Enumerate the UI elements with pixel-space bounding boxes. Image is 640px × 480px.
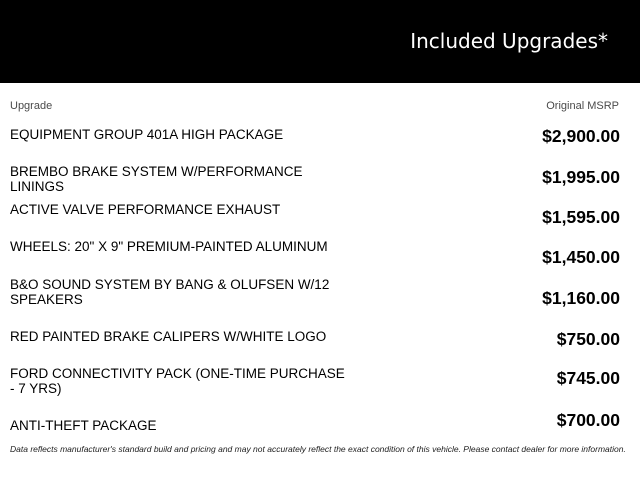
upgrade-price: $1,450.00 xyxy=(542,247,620,267)
upgrade-price: $700.00 xyxy=(556,410,620,430)
page-title: Included Upgrades* xyxy=(410,29,608,53)
upgrade-name: ACTIVE VALVE PERFORMANCE EXHAUST xyxy=(10,202,281,217)
header-banner xyxy=(0,0,640,83)
upgrade-name: RED PAINTED BRAKE CALIPERS W/WHITE LOGO xyxy=(10,329,327,344)
upgrade-price: $750.00 xyxy=(556,329,620,349)
upgrade-name: WHEELS: 20" X 9" PREMIUM-PAINTED ALUMINUM xyxy=(10,239,328,254)
upgrade-name: BREMBO BRAKE SYSTEM W/PERFORMANCE LININGS xyxy=(10,164,303,194)
upgrade-price: $1,595.00 xyxy=(542,207,620,227)
disclaimer-text: Data reflects manufacturer's standard build and pricing and may not accurately reflect the exact condition of this vehicle. Please contact dealer for more information. xyxy=(10,444,626,454)
upgrade-name: B&O SOUND SYSTEM BY BANG & OLUFSEN W/12 SPEAKERS xyxy=(10,277,330,307)
upgrade-name: ANTI-THEFT PACKAGE xyxy=(10,418,157,433)
upgrade-price: $1,995.00 xyxy=(542,167,620,187)
upgrade-price: $1,160.00 xyxy=(542,288,620,308)
upgrade-price: $2,900.00 xyxy=(542,126,620,146)
column-header-upgrade: Upgrade xyxy=(10,100,53,112)
upgrade-name: EQUIPMENT GROUP 401A HIGH PACKAGE xyxy=(10,127,284,142)
column-header-original-msrp: Original MSRP xyxy=(546,100,619,112)
upgrade-price: $745.00 xyxy=(556,368,620,388)
upgrade-name: FORD CONNECTIVITY PACK (ONE-TIME PURCHASE - 7 YRS) xyxy=(10,366,345,396)
